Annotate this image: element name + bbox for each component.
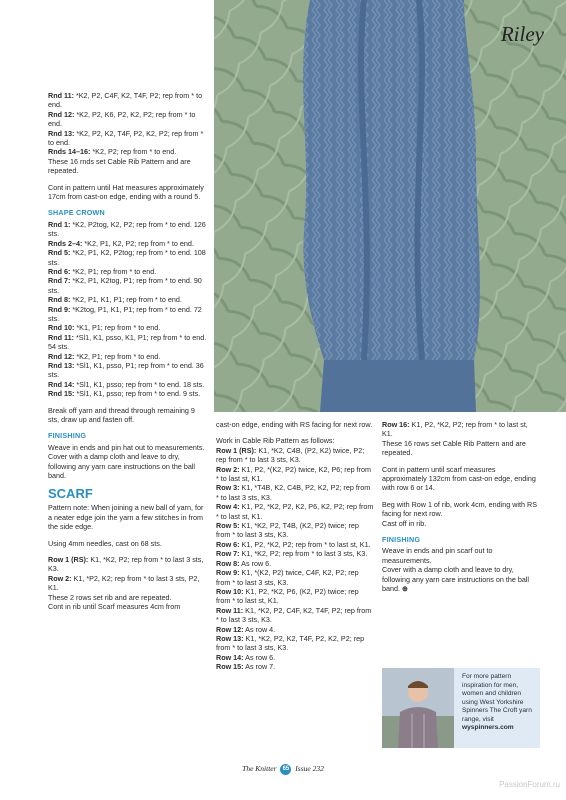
rnd-block-top [48,91,208,176]
watermark: PassionForum.ru [499,780,560,789]
crown-block [48,220,208,399]
column-1 [48,91,208,612]
promo-box [382,668,540,748]
scarf-photo [214,0,566,412]
paragraph: Pattern note: When joining a new ball of yarn, for a neater edge join the yarn a few stitches in from the side edge. [48,503,204,532]
instruction-line: Row 15: As row 7. [216,662,276,672]
instruction-line: Rnds 14–16: *K2, P2; rep from * to end. [48,147,177,157]
instruction-line: Row 1 (RS): K1, *K2, P2; rep from * to last 3 sts, K3. [48,555,204,574]
instruction-line: Rnd 12: *K2, P1; rep from * to end. [48,351,161,361]
instruction-line: Rnd 7: *K2, P1, K2tog, P1; rep from * to end. 90 sts. [48,276,202,295]
instruction-line: Row 9: K1, *(K2, P2) twice, C4F, K2, P2; rep from * to last 3 sts, K3. [216,568,359,587]
instruction-line: Row 7: K1, *K2, P2; rep from * to last 3 sts, K3. [216,549,368,559]
instruction-line: Row 11: K1, *K2, P2, C4F, K2, T4F, P2; rep from * to last 3 sts, K3. [216,605,372,625]
paragraph: Weave in ends and pin hat out to measurements. [48,442,205,452]
instruction-line: Row 12: As row 4. [216,624,276,634]
paragraph: Cont in pattern until scarf measures approximately 132cm from cast-on edge, ending with row 6 or 14. [382,464,536,493]
instruction-line: Row 2: K1, P2, *(K2, P2) twice, K2, P6; rep from * to last st, K1. [216,464,371,484]
instruction-line: Rnd 14: *Sl1, K1, psso; rep from * to end. 18 sts. [48,379,205,389]
page-footer [0,764,566,775]
instruction-line: Rnd 13: *Sl1, K1, psso, P1; rep from * to end. 36 sts. [48,360,204,380]
instruction-line: Rnd 1: *K2, P2tog, K2, P2; rep from * to end. 126 sts. [48,219,206,239]
paragraph: Cont in pattern until Hat measures approximately 17cm from cast-on edge, ending with a round 5. [48,182,204,202]
column-3 [382,420,540,594]
paragraph: These 16 rnds set Cable Rib Pattern and are repeated. [48,156,191,176]
end-mark-icon: ⊕ [402,584,409,594]
instruction-line: Rnd 6: *K2, P1; rep from * to end. [48,266,157,276]
instruction-line: Row 10: K1, P2, *K2, P6, (K2, P2) twice; rep from * to last st, K1. [216,586,359,606]
paragraph: cast-on edge, ending with RS facing for next row. [216,420,373,429]
paragraph: Work in Cable Rib Pattern as follows: [216,436,335,446]
instruction-line: Rnd 15: *Sl1, K1, psso; rep from * to end. 9 sts. [48,389,201,399]
paragraph: These 16 rows set Cable Rib Pattern and are repeated. [382,438,526,458]
instruction-line: Rnd 5: *K2, P1, K2, P2tog; rep from * to end. 108 sts. [48,248,206,267]
promo-link[interactable]: wyspinners.com [462,724,514,731]
paragraph: Cover with a damp cloth and leave to dry, following any yarn care instructions on the ball band. ⊕ [382,565,530,594]
scarf-heading: SCARF [48,486,93,502]
issue-number: Issue 232 [295,764,324,774]
instruction-line: Row 14: As row 6. [216,652,276,662]
instruction-line: Rnd 12: *K2, P2, K6, P2, K2, P2; rep from * to end. [48,109,196,129]
shape-crown-heading: SHAPE CROWN [48,208,105,218]
instruction-line: Row 13: K1, *K2, P2, K2, T4F, P2, K2, P2; rep from * to last 3 sts, K3. [216,633,365,653]
instruction-line: Row 8: As row 6. [216,558,272,568]
instruction-line: Rnd 13: *K2, P2, K2, T4F, P2, K2, P2; rep from * to end. [48,128,204,148]
paragraph: These 2 rows set rib and are repeated. [48,592,172,602]
finishing-heading: FINISHING [382,535,421,545]
instruction-line: Rnd 9: *K2tog, P1, K1, P1; rep from * to end. 72 sts. [48,304,202,323]
instruction-line: Rnds 2–4: *K2, P1, K2, P2; rep from * to end. [48,238,194,248]
promo-text: For more pattern inspiration for men, women and children using West Yorkshire Spinners The Croft yarn range, visit wyspinners.com [462,673,532,731]
instruction-line: Row 3: K1, *T4B, K2, C4B, P2, K2, P2; rep from * to last 3 sts, K3. [216,483,371,502]
child-jumper-photo [382,668,454,748]
paragraph: Beg with Row 1 of rib, work 4cm, ending with RS facing for next row. [382,499,537,519]
instruction-line: Row 1 (RS): K1, *K2, C4B, (P2, K2) twice, P2; rep from * to last 3 sts, K3. [216,445,365,465]
instruction-line: Row 6: K1, P2, *K2, P2; rep from * to last st, K1. [216,539,371,549]
instruction-line: Rnd 11: *K2, P2, C4F, K2, T4F, P2; rep from * to end. [48,91,203,110]
magazine-name: The Knitter [242,764,277,774]
instruction-line: Row 16: K1, P2, *K2, P2; rep from * to last st, K1. [382,420,528,439]
instruction-line: Row 5: K1, *K2, P2, T4B, (K2, P2) twice; rep from * to last 3 sts, K3. [216,521,359,540]
paragraph: Cast off in rib. [382,518,427,528]
paragraph: Cont in rib until Scarf measures 4cm from [48,602,181,612]
paragraph: Cover with a damp cloth and leave to dry, following any yarn care instructions on the ball band. [48,452,196,481]
instruction-line: Rnd 8: *K2, P1, K1, P1; rep from * to end. [48,295,182,305]
instruction-line: Row 4: K1, P2, *K2, P2, K2, P6, K2, P2; rep from * to last st, K1. [216,502,374,521]
column-2 [216,420,374,672]
paragraph: Using 4mm needles, cast on 68 sts. [48,538,162,548]
page-number: 65 [280,764,291,775]
instruction-line: Row 2: K1, *P2, K2; rep from * to last 3 sts, P2, K1. [48,573,200,593]
instruction-line: Rnd 11: *Sl1, K1, psso, K1, P1; rep from * to end. 54 sts. [48,332,207,352]
paragraph: Weave in ends and pin scarf out to measurements. [382,546,493,565]
paragraph: Break off yarn and thread through remaining 9 sts, draw up and fasten off. [48,405,195,424]
instruction-line: Rnd 10: *K1, P1; rep from * to end. [48,323,161,333]
pattern-title: Riley [500,22,544,46]
finishing-heading: FINISHING [48,431,87,441]
